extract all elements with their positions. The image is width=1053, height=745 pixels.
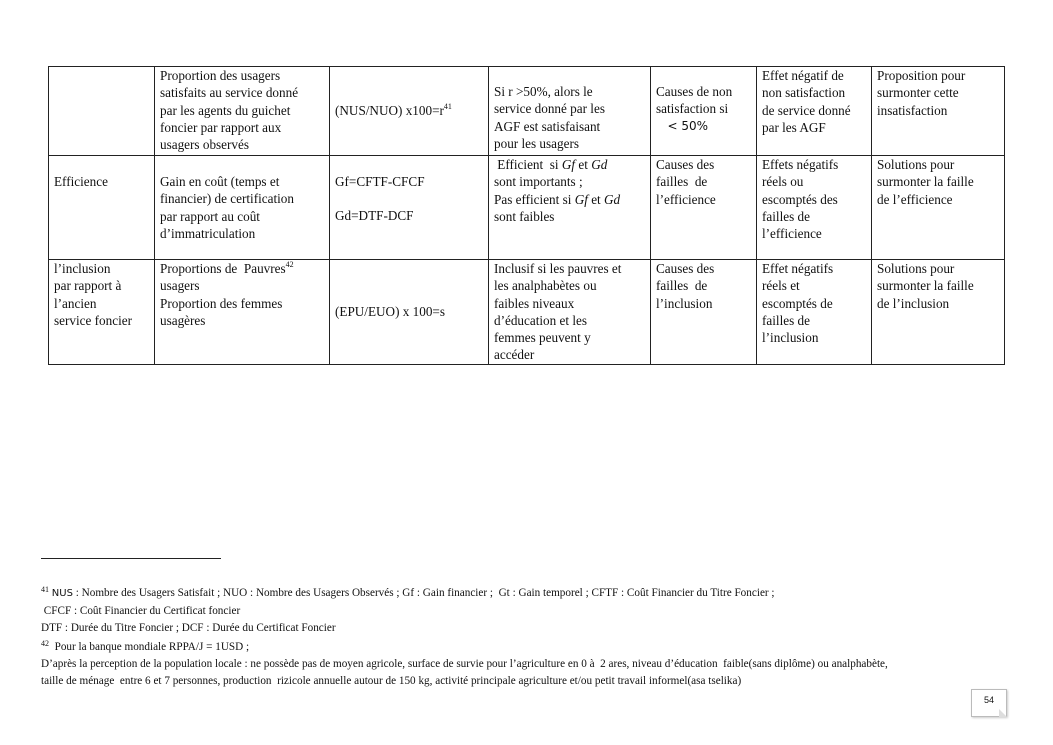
text-line: Solutions pour <box>877 261 955 276</box>
cell-proposals <box>872 260 1005 365</box>
text-line: surmonter la faille <box>877 174 974 190</box>
text-line: par les agents du guichet <box>160 102 291 118</box>
text-line: usagers <box>160 278 200 294</box>
text-line: Causes de non <box>656 84 733 99</box>
text-line: l’inclusion <box>54 261 111 276</box>
table-row-inclusion <box>49 260 1005 365</box>
text-line: de service donné <box>762 102 851 118</box>
text-line: surmonter cette <box>877 85 959 101</box>
cell-criterion-empty <box>49 67 155 156</box>
text-line: l’inclusion <box>762 330 819 346</box>
text-line: AGF est satisfaisant <box>494 118 601 134</box>
text-line: Effets négatifs <box>762 157 839 172</box>
footnote-41-line-3: DTF : Durée du Titre Foncier ; DCF : Durée du Certificat Foncier <box>41 621 336 634</box>
text-line: escomptés de <box>762 295 833 311</box>
text-line: satisfaits au service donné <box>160 85 299 101</box>
cell-proposals <box>872 67 1005 156</box>
page-curl-icon <box>999 709 1007 717</box>
text-line: réels ou <box>762 174 804 190</box>
text-line: Proportion des usagers <box>160 68 281 83</box>
text-line: par rapport à <box>54 278 122 294</box>
text-line: accéder <box>494 347 535 363</box>
text-line: Inclusif si les pauvres et <box>494 261 622 276</box>
text-line: Causes des <box>656 261 715 276</box>
text-line: usagers observés <box>160 137 249 153</box>
text-line: Si r >50%, alors le <box>494 84 593 99</box>
cell-causes <box>651 67 757 156</box>
text-line: foncier par rapport aux <box>160 119 282 135</box>
text-line: failles de <box>656 278 708 294</box>
text-line: l’inclusion <box>656 295 713 311</box>
footnote-42-line-1: $^{42}$ Pour la banque mondiale RPPA/J = 1USD ; <box>41 639 250 654</box>
text-line: Proportions de Pauvres$^{42}$ <box>160 260 294 276</box>
text-line: service donné par les <box>494 101 605 117</box>
text-line: l’efficience <box>656 191 716 207</box>
text-line: Effet négatif de <box>762 68 844 83</box>
cell-formula: (EPU/EUO) x 100=s <box>330 260 489 365</box>
cell-effects <box>757 156 872 260</box>
cell-proposals <box>872 156 1005 260</box>
text-line: de l’efficience <box>877 191 953 207</box>
text-line: réels et <box>762 278 800 294</box>
footnote-42-line-3: taille de ménage entre 6 et 7 personnes, production rizicole annuelle autour de 150 kg, activité principale agriculture et/ou petit travail informel(asa tselika) <box>41 674 742 687</box>
text-line: failles de <box>656 174 708 190</box>
cell-formula <box>330 67 489 156</box>
text-line: Effet négatifs <box>762 261 834 276</box>
text-line: financier) de certification <box>160 191 294 207</box>
text-line: faibles niveaux <box>494 295 575 311</box>
footnote-ref-42: 42 <box>285 260 294 269</box>
cell-effects <box>757 67 872 156</box>
text-line: Gain en coût (temps et <box>160 174 280 189</box>
page-number-box <box>971 689 1007 717</box>
footnote-42-line-2: D’après la perception de la population locale : ne possède pas de moyen agricole, surface de survie pour l’agriculture en 0 à 2 ares, niveau d’éducation faible(sans diplôme) ou analphabète, <box>41 658 888 671</box>
text-line: escomptés des <box>762 191 838 207</box>
text-line: d’immatriculation <box>160 225 256 241</box>
text-line: Solutions pour <box>877 157 955 172</box>
cell-threshold <box>489 260 651 365</box>
text-line: Pas efficient si Gf et Gd <box>494 191 621 207</box>
text-line: de l’inclusion <box>877 295 950 311</box>
table-row-efficience <box>49 156 1005 260</box>
text-line: surmonter la faille <box>877 278 974 294</box>
cell-causes <box>651 156 757 260</box>
footnotes <box>41 582 1007 690</box>
cell-indicator <box>155 67 330 156</box>
formula-text: Gd=DTF-DCF <box>335 208 414 224</box>
cell-criterion: Efficience <box>49 156 155 260</box>
text-line: femmes peuvent y <box>494 330 591 346</box>
text-line: insatisfaction <box>877 102 948 118</box>
text-line: sont faibles <box>494 208 555 224</box>
text-line: pour les usagers <box>494 135 579 151</box>
text-line: Efficient si Gf et Gd <box>494 157 608 172</box>
text-line: satisfaction si <box>656 101 729 117</box>
text-line: usagères <box>160 312 206 328</box>
text-line: Causes des <box>656 157 715 172</box>
formula-text: Gf=CFTF-CFCF <box>335 174 425 189</box>
cell-causes <box>651 260 757 365</box>
text-line: sont importants ; <box>494 174 583 190</box>
text-line: non satisfaction <box>762 85 846 101</box>
text-line: failles de <box>762 312 810 328</box>
cell-criterion <box>49 260 155 365</box>
evaluation-table <box>48 66 1005 365</box>
cell-threshold <box>489 67 651 156</box>
formula-text: (NUS/NUO) x100=r <box>335 103 444 119</box>
cell-indicator <box>155 260 330 365</box>
text-line: les analphabètes ou <box>494 278 597 294</box>
text-line: Proposition pour <box>877 68 966 83</box>
cell-effects <box>757 260 872 365</box>
text-line: l’ancien <box>54 295 97 311</box>
text-line: d’éducation et les <box>494 312 588 328</box>
text-line: par les AGF <box>762 119 826 135</box>
cell-indicator <box>155 156 330 260</box>
footnote-41-line-2: CFCF : Coût Financier du Certificat foncier <box>41 604 241 617</box>
text-line: < 50% <box>656 118 708 133</box>
cell-formula <box>330 156 489 260</box>
text-line: par rapport au coût <box>160 208 260 224</box>
text-line: l’efficience <box>762 226 822 242</box>
text-line: service foncier <box>54 312 132 328</box>
cell-threshold <box>489 156 651 260</box>
footnote-ref-41: 41 <box>443 102 452 112</box>
text-line: failles de <box>762 208 810 224</box>
footnote-41-line-1: $^{41}$ NUS : Nombre des Usagers Satisfait ; NUO : Nombre des Usagers Observés ; Gf : Gain financier ; Gt : Gain temporel ; CFTF : Coût Financier du Titre Foncier ; <box>41 585 775 599</box>
text-line: Proportion des femmes <box>160 295 283 311</box>
table-row-satisfaction <box>49 67 1005 156</box>
footnote-separator <box>41 558 221 559</box>
page-number: 54 <box>983 695 994 705</box>
